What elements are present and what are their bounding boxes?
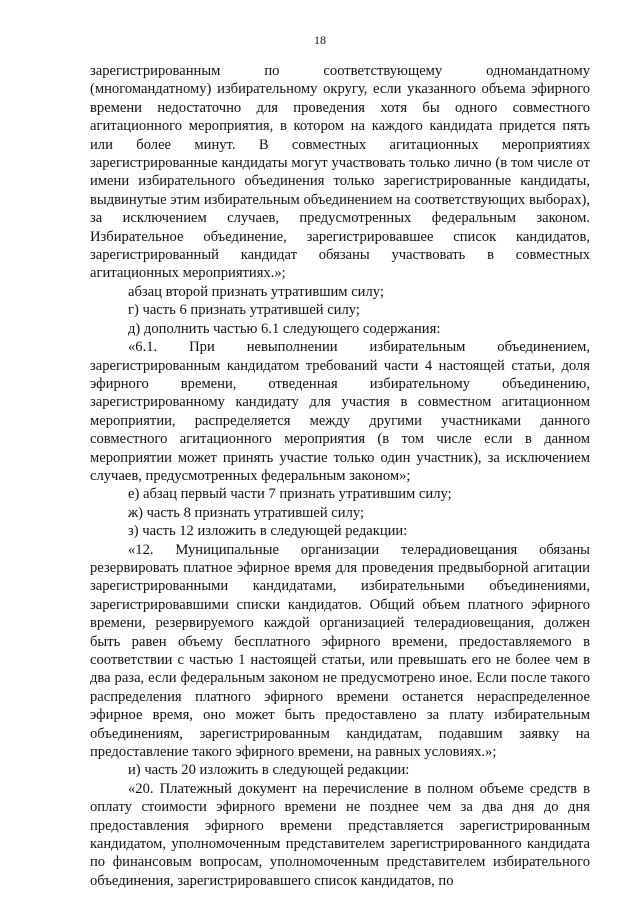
paragraph: абзац второй признать утратившим силу; <box>128 283 384 300</box>
paragraph: з) часть 12 изложить в следующей редакции: <box>128 523 408 540</box>
page-number: 18 <box>314 33 326 47</box>
paragraph: ж) часть 8 признать утратившей силу; <box>128 504 365 521</box>
paragraph: г) часть 6 признать утратившей силу; <box>128 302 360 319</box>
paragraph: и) часть 20 изложить в следующей редакции: <box>128 762 410 779</box>
paragraph: «6.1. При невыполнении избирательным объединением, зарегистрированным кандидатом требований части 4 настоящей статьи, доля эфирного времени, отведенная избирательному объединению, зарегистрированному кандидату для участия в совместном агитационном мероприятии, распределяется между другими участниками данного совместного агитационного мероприятия (в том числе если в данном мероприятии может принять участие только один участник), за исключением случаев, предусмотренных федеральным законом»; <box>90 339 590 484</box>
paragraph: е) абзац первый части 7 признать утратившим силу; <box>128 486 452 503</box>
paragraph: зарегистрированным по соответствующему одномандатному (многомандатному) избирательному округу, если указанного объема эфирного времени недостаточно для проведения хотя бы одного совместного агитационного мероприятия, в котором на каждого кандидата придется пять или более минут. В совместных агитационных мероприятиях зарегистрированные кандидаты могут участвовать только лично (в том числе от имени избирательного объединения только зарегистрированные кандидаты, выдвинутые этим избирательным объединением на соответствующих выборах), за исключением случаев, предусмотренных федеральным законом. Избирательное объединение, зарегистрировавшее список кандидатов, зарегистрированный кандидат обязаны участвовать в совместных агитационных мероприятиях.»; <box>90 63 590 282</box>
paragraph: «12. Муниципальные организации телерадиовещания обязаны резервировать платное эфирное время для проведения предвыборной агитации зарегистрированными кандидатами, избирательными объединениями, зарегистрировавшими списки кандидатов. Общий объем платного эфирного времени, резервируемого каждой организацией телерадиовещания, должен быть равен объему бесплатного эфирного времени, предоставляемого в соответствии с частью 1 настоящей статьи, или превышать его не более чем в два раза, если федеральным законом не предусмотрено иное. Если после такого распределения платного эфирного времени останется нераспределенное эфирное время, оно может быть предоставлено за плату избирательным объединениям, зарегистрированным кандидатам, подавшим заявку на предоставление такого эфирного времени, на равных условиях.»; <box>90 541 590 761</box>
paragraph: «20. Платежный документ на перечисление в полном объеме средств в оплату стоимости эфирного времени не позднее чем за два дня до дня предоставления эфирного времени представляется зарегистрированным кандидатом, уполномоченным представителем зарегистрированного кандидата по финансовым вопросам, уполномоченным представителем избирательного объединения, зарегистрировавшего список кандидатов, по <box>90 780 590 889</box>
document-body <box>90 62 590 890</box>
paragraph: д) дополнить частью 6.1 следующего содержания: <box>128 320 441 337</box>
